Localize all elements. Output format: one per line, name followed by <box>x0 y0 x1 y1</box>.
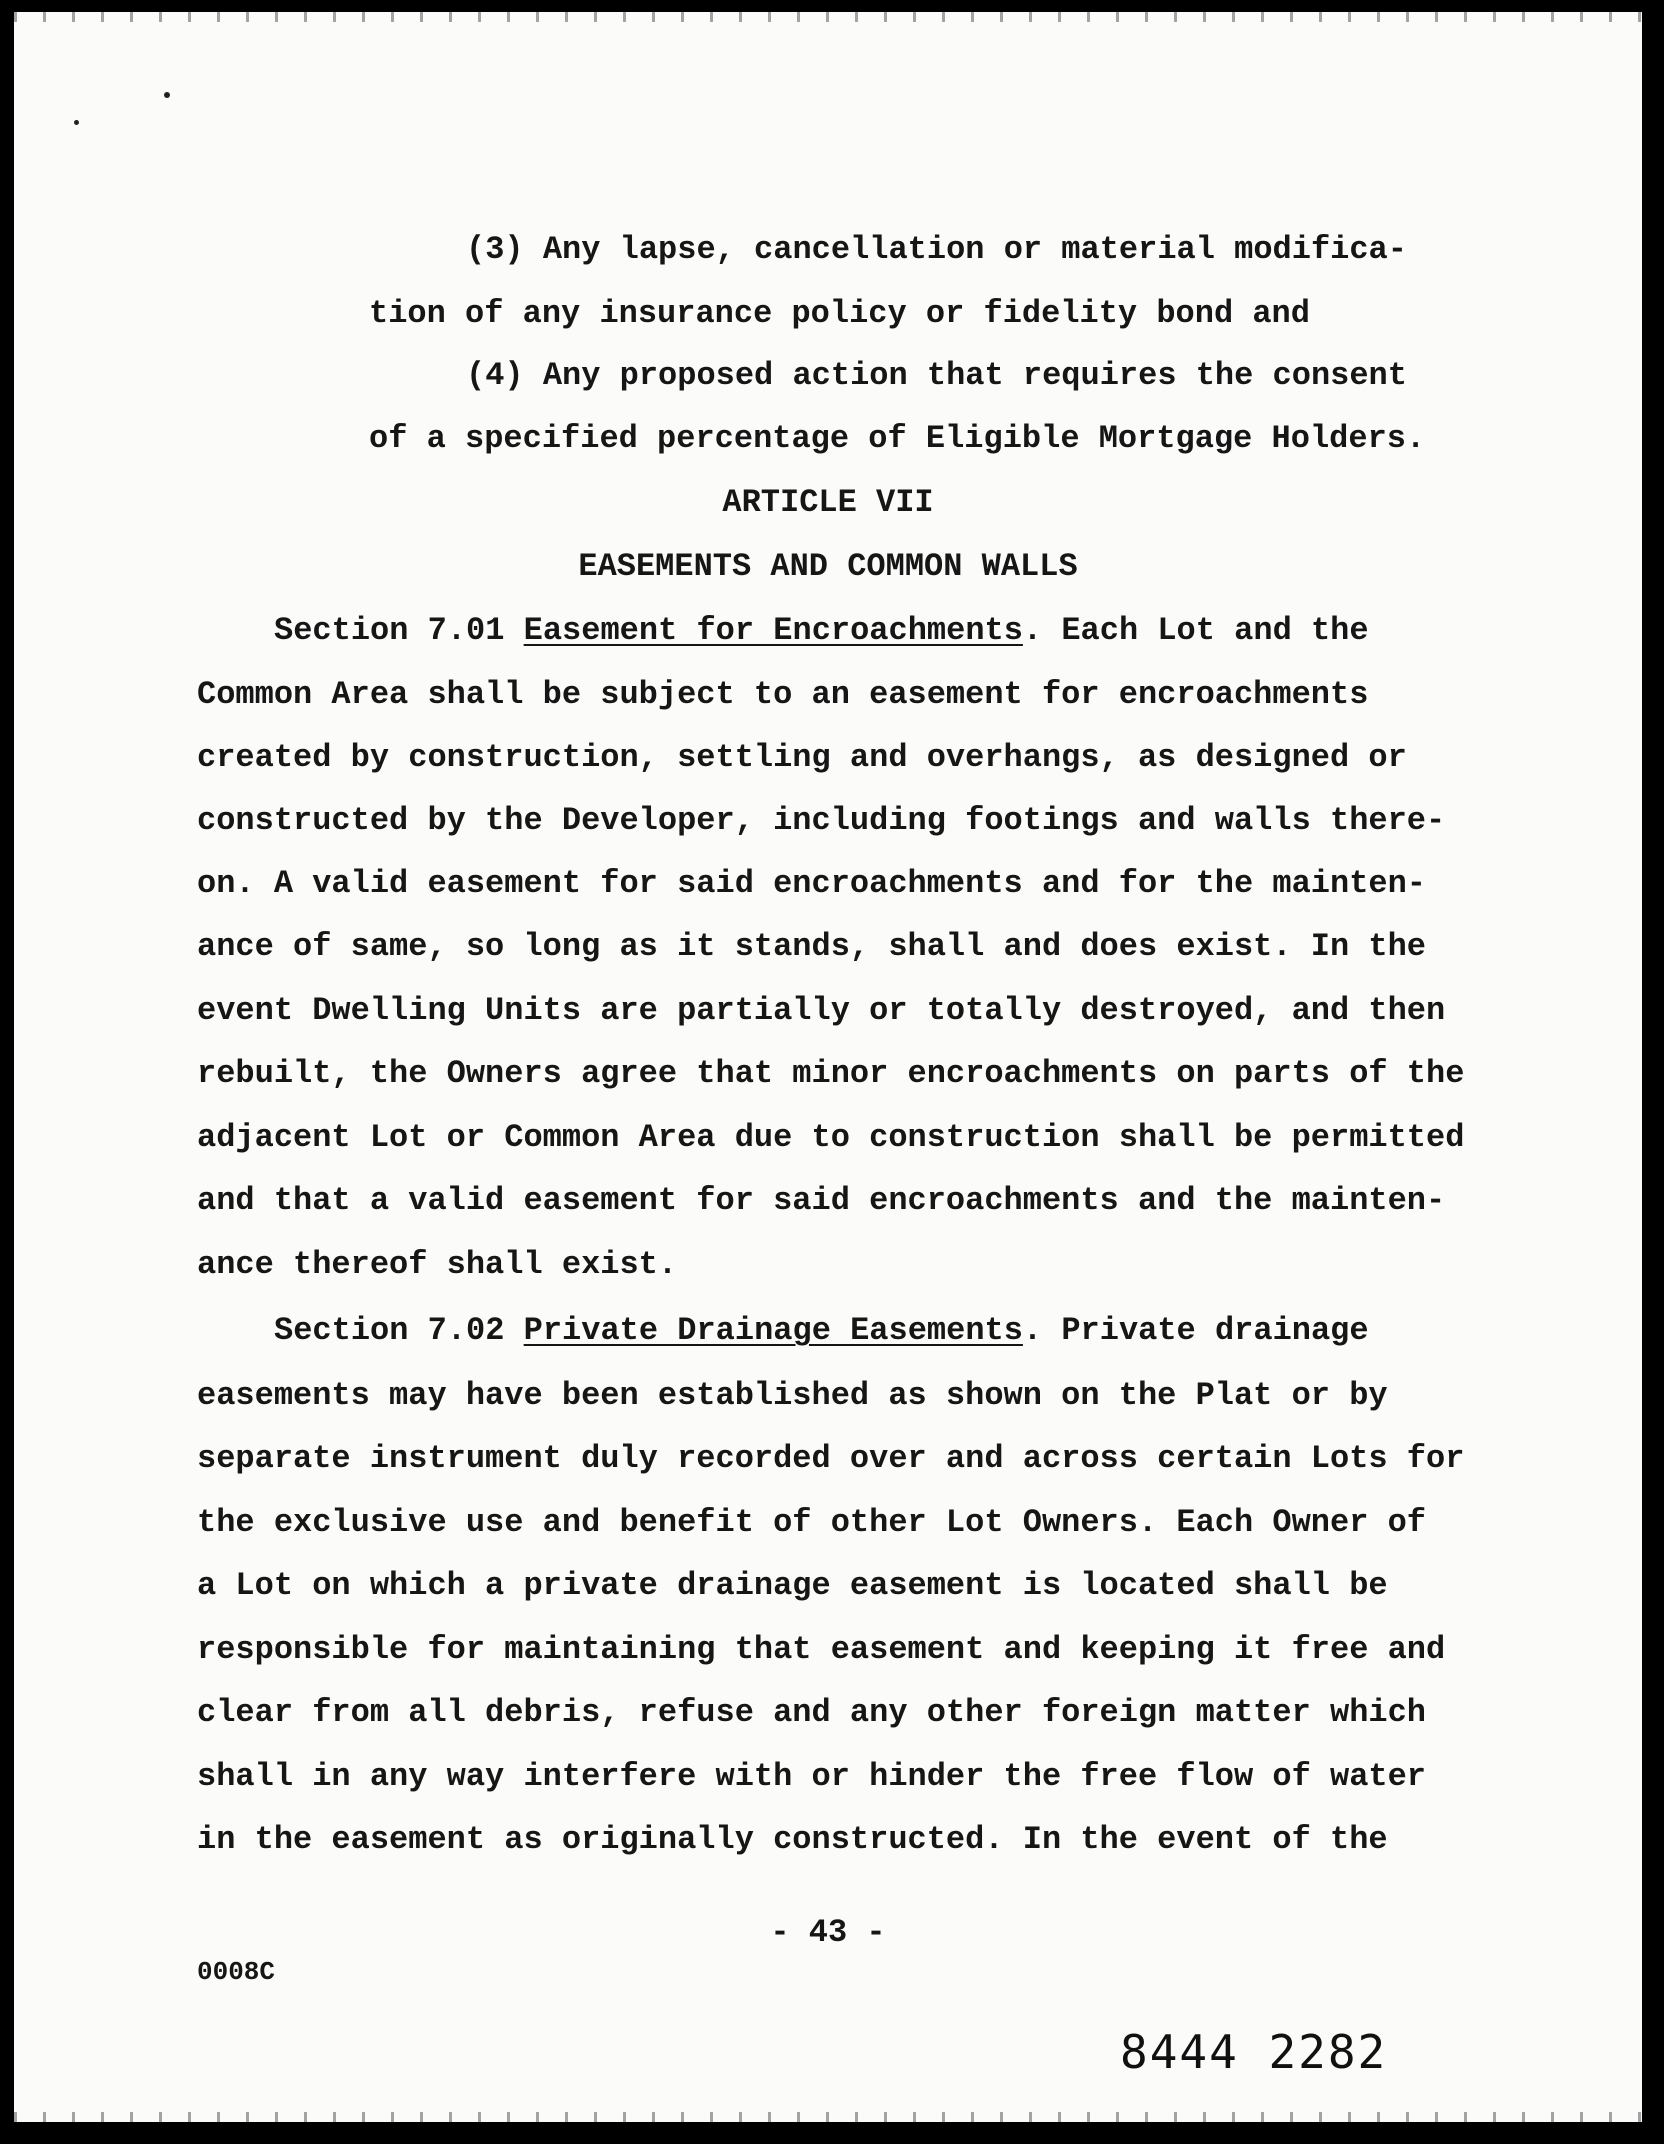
section-701-line: on. A valid easement for said encroachments and for the mainten- <box>197 865 1426 902</box>
article-title: EASEMENTS AND COMMON WALLS <box>578 548 1078 585</box>
section-701-line: ance thereof shall exist. <box>197 1246 678 1283</box>
section-702-line: shall in any way interfere with or hinder the free flow of water <box>197 1758 1426 1795</box>
article-heading: ARTICLE VII <box>722 484 934 521</box>
form-code: 0008C <box>197 1957 276 1987</box>
page-number: - 43 - <box>770 1914 886 1951</box>
section-702-line: easements may have been established as shown on the Plat or by <box>197 1377 1388 1414</box>
paragraph-4-line-2: of a specified percentage of Eligible Mortgage Holders. <box>369 420 1426 457</box>
section-702-line: the exclusive use and benefit of other Lot Owners. Each Owner of <box>197 1504 1426 1541</box>
section-702-line: responsible for maintaining that easement and keeping it free and <box>197 1631 1446 1668</box>
section-702-line: clear from all debris, refuse and any other foreign matter which <box>197 1694 1426 1731</box>
paragraph-3-line-1: (3) Any lapse, cancellation or material modifica- <box>466 231 1407 268</box>
section-701-line: ance of same, so long as it stands, shall and does exist. In the <box>197 928 1426 965</box>
section-701-line: event Dwelling Units are partially or totally destroyed, and then <box>197 992 1446 1029</box>
section-702-line: separate instrument duly recorded over and across certain Lots for <box>197 1440 1465 1477</box>
section-702-line: a Lot on which a private drainage easement is located shall be <box>197 1567 1388 1604</box>
section-702-line: in the easement as originally constructed. In the event of the <box>197 1821 1388 1858</box>
section-701-number: Section 7.01 <box>274 612 505 649</box>
scan-noise-top <box>14 12 1642 22</box>
scan-speck <box>74 120 79 125</box>
section-701-line: and that a valid easement for said encroachments and the mainten- <box>197 1182 1446 1219</box>
section-701-line: constructed by the Developer, including footings and walls there- <box>197 802 1446 839</box>
section-701-first-line <box>274 612 1369 649</box>
paragraph-4-line-1: (4) Any proposed action that requires the consent <box>466 357 1407 394</box>
section-702-number: Section 7.02 <box>274 1312 505 1349</box>
scan-noise-bottom <box>14 2112 1642 2122</box>
section-701-first-line-rest: . Each Lot and the <box>1022 612 1369 649</box>
section-702-first-line-rest: . Private drainage <box>1022 1312 1369 1349</box>
paragraph-3-line-2: tion of any insurance policy or fidelity bond and <box>369 295 1310 332</box>
section-701-line: created by construction, settling and overhangs, as designed or <box>197 739 1407 776</box>
section-701-heading: Easement for Encroachments <box>523 612 1023 649</box>
document-page <box>14 12 1642 2122</box>
section-701-line: rebuilt, the Owners agree that minor encroachments on parts of the <box>197 1055 1465 1092</box>
section-702-first-line <box>274 1312 1369 1349</box>
bates-number: 8444 2282 <box>1120 2025 1388 2079</box>
section-701-line: Common Area shall be subject to an easement for encroachments <box>197 676 1369 713</box>
section-701-line: adjacent Lot or Common Area due to construction shall be permitted <box>197 1119 1465 1156</box>
scan-speck <box>164 92 170 98</box>
section-702-heading: Private Drainage Easements <box>523 1312 1023 1349</box>
